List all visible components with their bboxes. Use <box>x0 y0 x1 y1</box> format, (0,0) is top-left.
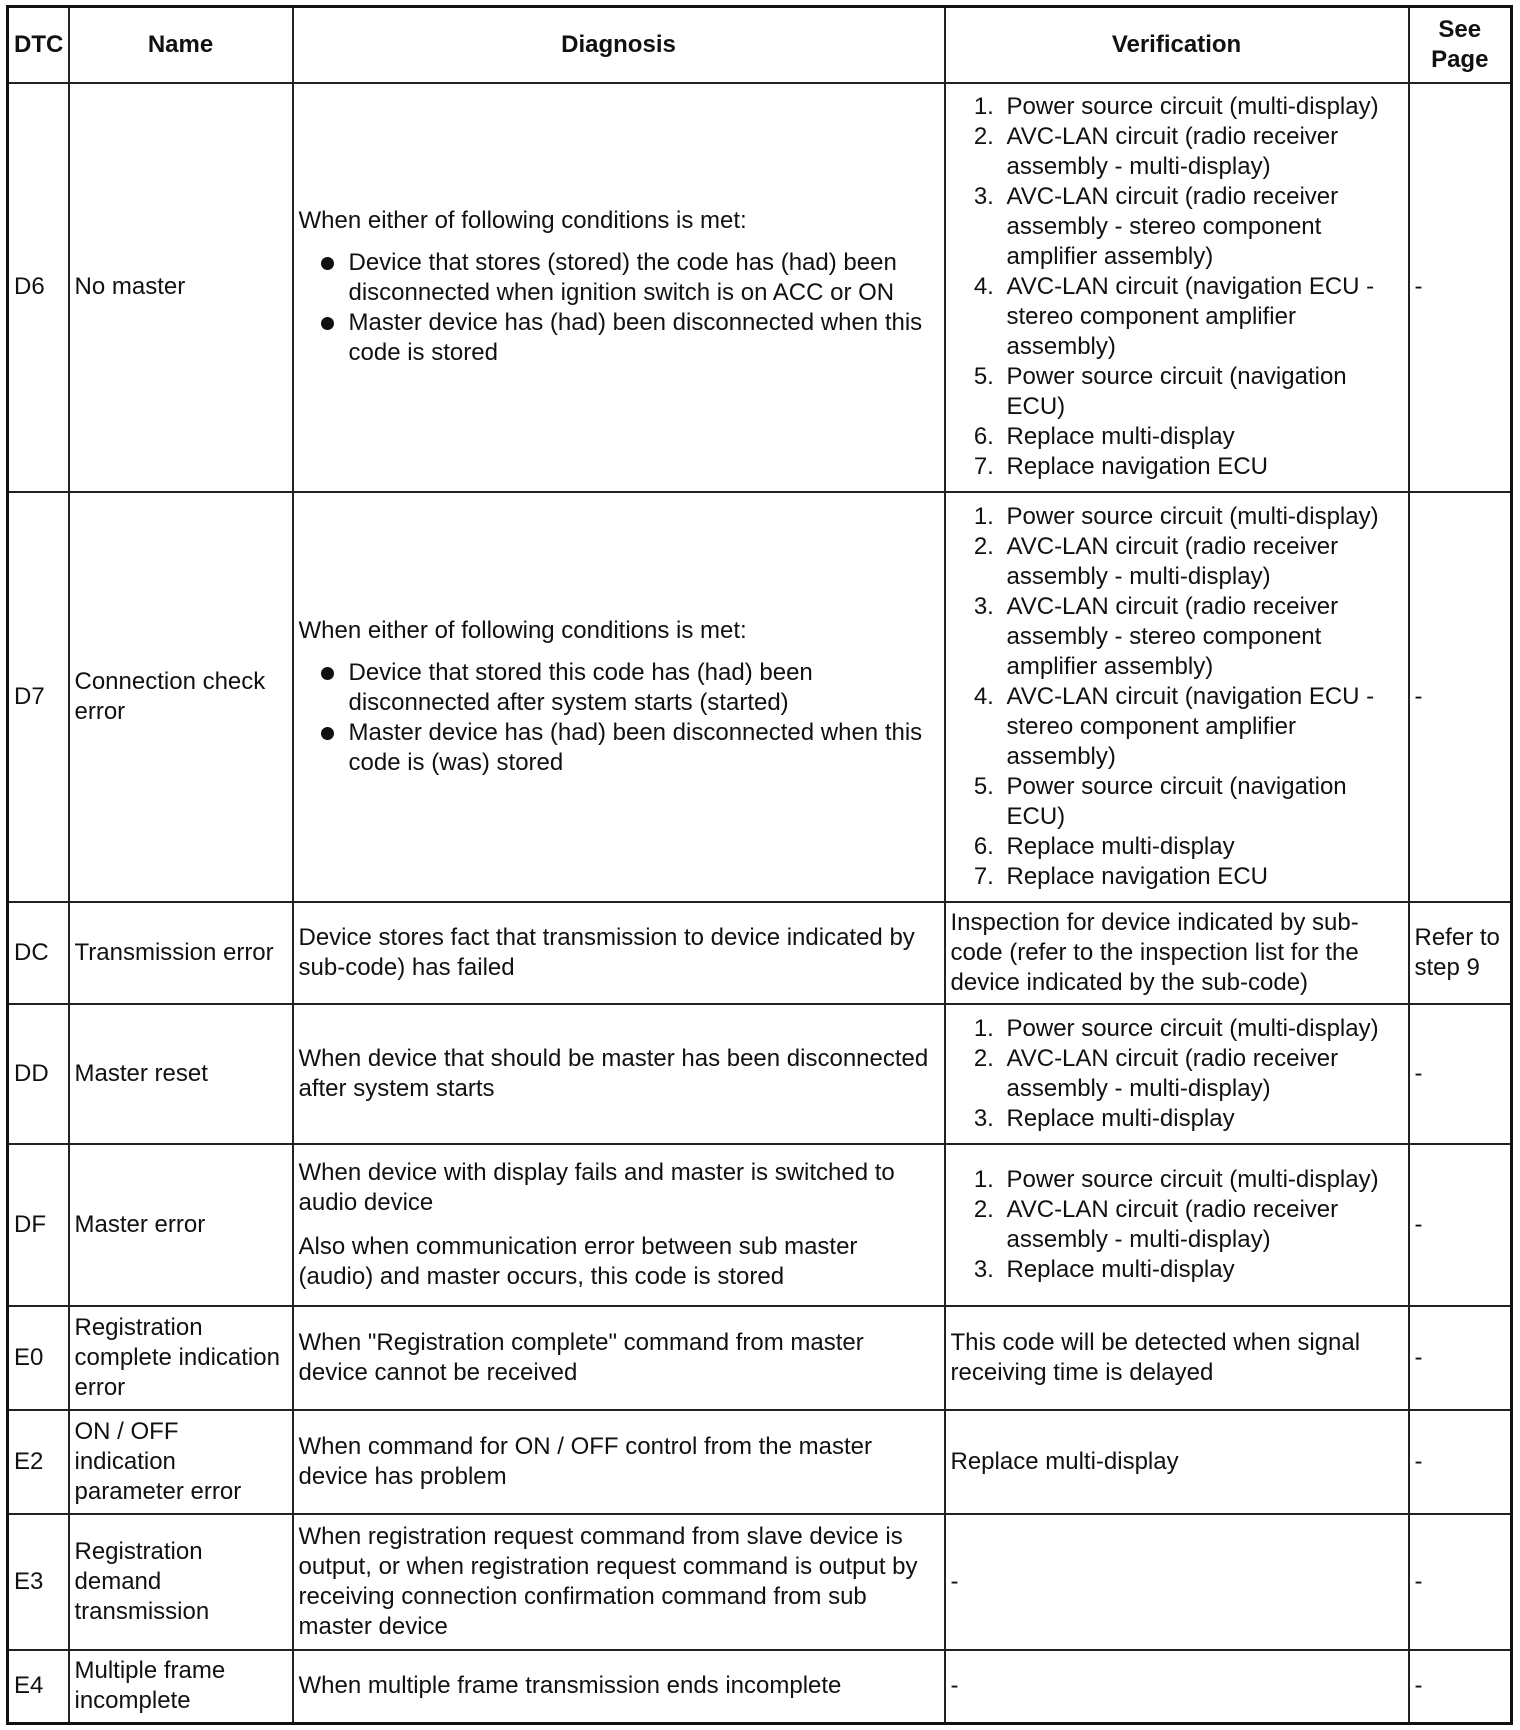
table-row-d6 <box>8 83 1512 493</box>
verification-step: 3. AVC-LAN circuit (radio receiver assembly - stereo component amplifier assembly) <box>1001 592 1403 682</box>
verification-cell: Inspection for device indicated by sub-code (refer to the inspection list for the device indicated by the sub-code) <box>945 902 1409 1004</box>
diagnosis-conditions <box>299 248 939 368</box>
header-dtc: DTC <box>8 7 69 83</box>
dtc-code: D7 <box>8 492 69 902</box>
verification-step: 2. AVC-LAN circuit (radio receiver assembly - multi-display) <box>1001 532 1403 592</box>
table-row-dc <box>8 902 1512 1004</box>
verification-steps <box>951 1014 1403 1134</box>
dtc-name: Connection check error <box>69 492 293 902</box>
dtc-name: Multiple frame incomplete <box>69 1650 293 1724</box>
see-page: - <box>1409 1410 1512 1514</box>
dtc-code: E0 <box>8 1306 69 1410</box>
verification-step: 2. AVC-LAN circuit (radio receiver assembly - multi-display) <box>1001 1195 1403 1255</box>
diagnosis-cell: When registration request command from slave device is output, or when registration request command is output by receiving connection confirmation command from sub master device <box>293 1514 945 1649</box>
verification-step: 3. Replace multi-display <box>1001 1255 1403 1285</box>
table-row-e3 <box>8 1514 1512 1649</box>
verification-cell: Replace multi-display <box>945 1410 1409 1514</box>
header-diagnosis: Diagnosis <box>293 7 945 83</box>
diagnosis-cell: When command for ON / OFF control from the master device has problem <box>293 1410 945 1514</box>
verification-cell <box>945 492 1409 902</box>
dtc-name: ON / OFF indication parameter error <box>69 1410 293 1514</box>
dtc-code: E4 <box>8 1650 69 1724</box>
diagnosis-cell: When multiple frame transmission ends incomplete <box>293 1650 945 1724</box>
dtc-name: Transmission error <box>69 902 293 1004</box>
dtc-code: E2 <box>8 1410 69 1514</box>
header-row <box>8 7 1512 83</box>
header-see-page: See Page <box>1409 7 1512 83</box>
table-row-e2 <box>8 1410 1512 1514</box>
diagnosis-cell <box>293 492 945 902</box>
verification-step: 5. Power source circuit (navigation ECU) <box>1001 772 1403 832</box>
see-page: - <box>1409 1144 1512 1306</box>
diagnosis-intro: When either of following conditions is met: <box>298 617 747 645</box>
diagnosis-paragraph: When device with display fails and master is switched to audio device <box>298 1158 895 1216</box>
verification-step: 2. AVC-LAN circuit (radio receiver assembly - multi-display) <box>1001 1044 1403 1104</box>
header-verification: Verification <box>945 7 1409 83</box>
table-row-df <box>8 1144 1512 1306</box>
verification-step: 2. AVC-LAN circuit (radio receiver assembly - multi-display) <box>1001 122 1403 182</box>
verification-cell <box>945 1144 1409 1306</box>
verification-step: 4. AVC-LAN circuit (navigation ECU - stereo component amplifier assembly) <box>1001 272 1403 362</box>
verification-cell: This code will be detected when signal receiving time is delayed <box>945 1306 1409 1410</box>
dtc-code: DC <box>8 902 69 1004</box>
header-name: Name <box>69 7 293 83</box>
verification-step: 6. Replace multi-display <box>1001 422 1403 452</box>
verification-step: 1. Power source circuit (multi-display) <box>1001 1014 1403 1044</box>
diagnosis-cell: Device stores fact that transmission to device indicated by sub-code) has failed <box>293 902 945 1004</box>
verification-step: 7. Replace navigation ECU <box>1001 452 1403 482</box>
verification-step: 5. Power source circuit (navigation ECU) <box>1001 362 1403 422</box>
table-row-e0 <box>8 1306 1512 1410</box>
dtc-code: DF <box>8 1144 69 1306</box>
dtc-code: E3 <box>8 1514 69 1649</box>
verification-step: 1. Power source circuit (multi-display) <box>1001 502 1403 532</box>
see-page: - <box>1409 1650 1512 1724</box>
verification-step: 3. Replace multi-display <box>1001 1104 1403 1134</box>
verification-steps <box>951 1165 1403 1285</box>
condition-item: Master device has (had) been disconnected when this code is stored <box>349 308 939 368</box>
see-page: - <box>1409 1514 1512 1649</box>
diagnosis-cell: When device that should be master has been disconnected after system starts <box>293 1004 945 1143</box>
verification-step: 1. Power source circuit (multi-display) <box>1001 92 1403 122</box>
dtc-code: D6 <box>8 83 69 493</box>
see-page: - <box>1409 83 1512 493</box>
diagnosis-intro: When either of following conditions is met: <box>298 207 747 235</box>
diagnosis-paragraph: Also when communication error between sub master (audio) and master occurs, this code is stored <box>298 1232 858 1290</box>
dtc-name: Master reset <box>69 1004 293 1143</box>
see-page: - <box>1409 1004 1512 1143</box>
verification-cell <box>945 83 1409 493</box>
dtc-name: Registration complete indication error <box>69 1306 293 1410</box>
verification-step: 3. AVC-LAN circuit (radio receiver assembly - stereo component amplifier assembly) <box>1001 182 1403 272</box>
diagnosis-cell: When "Registration complete" command from master device cannot be received <box>293 1306 945 1410</box>
diagnosis-conditions <box>299 658 939 778</box>
verification-steps <box>951 502 1403 892</box>
table-row-e4 <box>8 1650 1512 1724</box>
dtc-name: Registration demand transmission <box>69 1514 293 1649</box>
verification-cell <box>945 1004 1409 1143</box>
diagnosis-cell <box>293 1144 945 1306</box>
verification-steps <box>951 92 1403 482</box>
condition-item: Device that stored this code has (had) been disconnected after system starts (started) <box>349 658 939 718</box>
verification-step: 1. Power source circuit (multi-display) <box>1001 1165 1403 1195</box>
condition-item: Device that stores (stored) the code has (had) been disconnected when ignition switch is on ACC or ON <box>349 248 939 308</box>
dtc-name: Master error <box>69 1144 293 1306</box>
verification-cell: - <box>945 1650 1409 1724</box>
table-row-d7 <box>8 492 1512 902</box>
see-page: Refer to step 9 <box>1409 902 1512 1004</box>
dtc-code: DD <box>8 1004 69 1143</box>
verification-step: 4. AVC-LAN circuit (navigation ECU - stereo component amplifier assembly) <box>1001 682 1403 772</box>
condition-item: Master device has (had) been disconnected when this code is (was) stored <box>349 718 939 778</box>
dtc-name: No master <box>69 83 293 493</box>
dtc-table <box>6 5 1513 1725</box>
verification-step: 7. Replace navigation ECU <box>1001 862 1403 892</box>
diagnosis-cell <box>293 83 945 493</box>
see-page: - <box>1409 492 1512 902</box>
see-page: - <box>1409 1306 1512 1410</box>
verification-step: 6. Replace multi-display <box>1001 832 1403 862</box>
verification-cell: - <box>945 1514 1409 1649</box>
table-row-dd <box>8 1004 1512 1143</box>
